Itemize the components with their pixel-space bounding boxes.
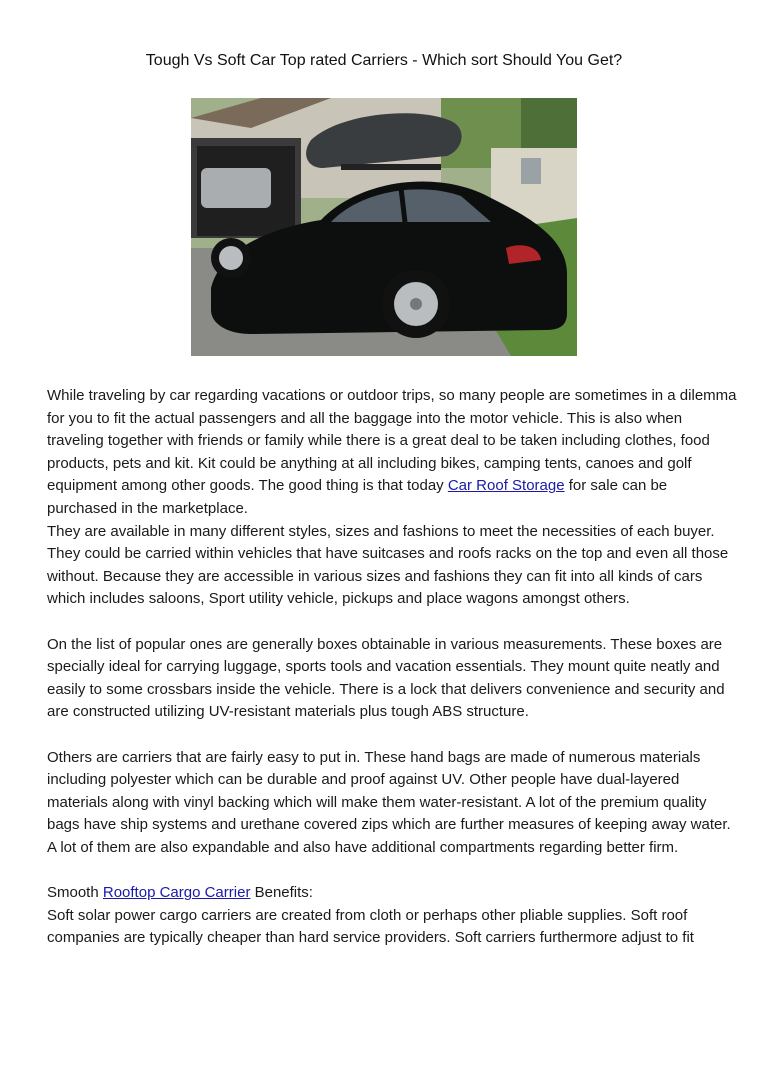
paragraph-2: They are available in many different styles, sizes and fashions to meet the necessities of each buyer. They could be carried within vehicles that have suitcases and roofs racks on the top and even all those without. Because they are accessible in various sizes and fashions they can fit into all kinds of cars which includes saloons, Sport utility vehicle, pickups and place wagons amongst others. <box>47 522 729 608</box>
paragraph-6: Soft solar power cargo carriers are created from cloth or perhaps other pliable supplies. Soft roof companies are typically cheaper than hard service providers. Soft carriers furthermore adjust to fit <box>47 906 694 947</box>
car-with-roof-cargo-box-photo <box>191 98 577 356</box>
rooftop-cargo-carrier-link[interactable]: Rooftop Cargo Carrier <box>102 884 251 902</box>
car-roof-storage-link[interactable]: Car Roof Storage <box>447 477 565 495</box>
article-body <box>47 385 737 950</box>
paragraph-4: Others are carriers that are fairly easy to put in. These hand bags are made of numerous materials including polyester which can be durable and proof against UV. Other people have dual-layered materials along with vinyl backing which will make them water-resistant. A lot of the premium quality bags have ship systems and urethane covered zips which are further measures of keeping away water. A lot of them are also expandable and also have additional compartments regarding better firm. <box>47 748 731 856</box>
paragraph-3: On the list of popular ones are generally boxes obtainable in various measurements. These boxes are specially ideal for carrying luggage, sports tools and vacation essentials. They mount quite neatly and easily to some crossbars inside the vehicle. There is a lock that delivers convenience and security and are constructed utilizing UV-resistant materials plus tough ABS structure. <box>47 635 725 721</box>
paragraph-1: While traveling by car regarding vacations or outdoor trips, so many people are sometimes in a dilemma for you to fit the actual passengers and all the baggage into the motor vehicle. This is also when traveling together with friends or family while there is a great deal to be taken including clothes, food products, pets and kit. Kit could be anything at all including bikes, camping tents, canoes and golf equipment among other goods. The good thing is that today Car Roof Storage for sale can be purchased in the marketplace. <box>47 387 737 517</box>
paragraph-5: Smooth Rooftop Cargo Carrier Benefits: <box>47 884 313 902</box>
document-title: Tough Vs Soft Car Top rated Carriers - Which sort Should You Get? <box>145 52 623 69</box>
